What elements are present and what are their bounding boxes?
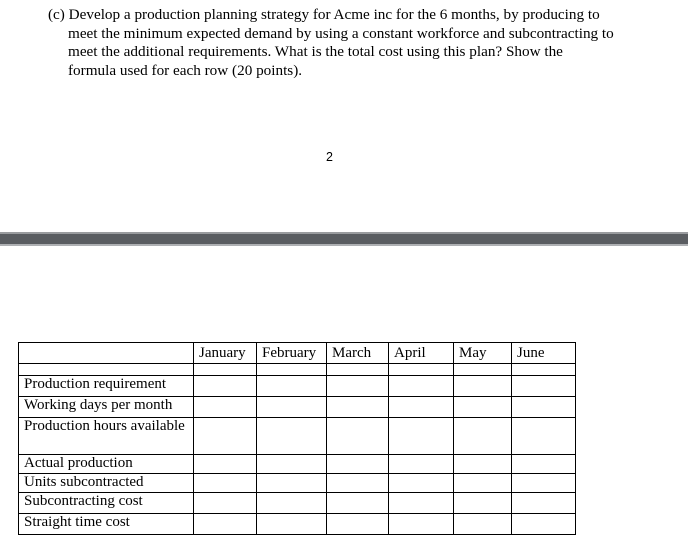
table-cell[interactable] xyxy=(327,514,389,535)
table-cell xyxy=(19,364,194,376)
table-cell[interactable] xyxy=(257,376,327,397)
question-marker: (c) xyxy=(48,6,65,23)
table-cell[interactable] xyxy=(512,514,576,535)
table-cell[interactable] xyxy=(327,397,389,418)
table-cell[interactable] xyxy=(512,474,576,493)
table-cell[interactable] xyxy=(389,455,454,474)
question-line-1 xyxy=(48,6,668,25)
table-cell[interactable] xyxy=(454,376,512,397)
table-cell[interactable] xyxy=(389,514,454,535)
table-cell[interactable] xyxy=(389,493,454,514)
table-cell[interactable] xyxy=(194,493,257,514)
table-cell[interactable] xyxy=(454,493,512,514)
header-empty-cell xyxy=(19,343,194,364)
table-cell[interactable] xyxy=(512,376,576,397)
header-month-may: May xyxy=(454,343,512,364)
table-cell[interactable] xyxy=(257,418,327,455)
table-cell[interactable] xyxy=(257,397,327,418)
table-cell xyxy=(257,364,327,376)
table-cell[interactable] xyxy=(389,376,454,397)
table-cell[interactable] xyxy=(257,493,327,514)
row-label-actual-production: Actual production xyxy=(19,455,194,474)
header-month-january: January xyxy=(194,343,257,364)
table-cell[interactable] xyxy=(389,397,454,418)
table-cell[interactable] xyxy=(257,455,327,474)
table-header-row xyxy=(19,343,576,364)
page-break-divider xyxy=(0,232,688,246)
table-row xyxy=(19,418,576,455)
table-cell xyxy=(512,364,576,376)
table-cell xyxy=(454,364,512,376)
question-line-4: formula used for each row (20 points). xyxy=(68,61,303,79)
table-cell[interactable] xyxy=(194,418,257,455)
table-cell[interactable] xyxy=(327,455,389,474)
table-cell[interactable] xyxy=(512,418,576,455)
row-label-production-requirement: Production requirement xyxy=(19,376,194,397)
table-cell[interactable] xyxy=(194,474,257,493)
table-cell[interactable] xyxy=(194,376,257,397)
table-row xyxy=(19,376,576,397)
question-line-1-text: Develop a production planning strategy for Acme inc for the 6 months, by producing to xyxy=(68,6,600,23)
table-cell[interactable] xyxy=(389,474,454,493)
table-cell[interactable] xyxy=(454,514,512,535)
table-row xyxy=(19,397,576,418)
production-plan-table xyxy=(18,342,576,535)
table-cell xyxy=(327,364,389,376)
table-cell[interactable] xyxy=(389,418,454,455)
table-cell[interactable] xyxy=(257,474,327,493)
table-cell xyxy=(389,364,454,376)
table-row xyxy=(19,455,576,474)
table-row xyxy=(19,514,576,535)
row-label-straight-time-cost: Straight time cost xyxy=(19,514,194,535)
row-label-working-days: Working days per month xyxy=(19,397,194,418)
table-row xyxy=(19,474,576,493)
table-cell[interactable] xyxy=(454,418,512,455)
table-cell[interactable] xyxy=(327,418,389,455)
table-cell[interactable] xyxy=(327,474,389,493)
table-cell[interactable] xyxy=(454,455,512,474)
table-cell[interactable] xyxy=(194,397,257,418)
table-cell[interactable] xyxy=(194,514,257,535)
table-cell[interactable] xyxy=(327,376,389,397)
question-line-3: meet the additional requirements. What is the total cost using this plan? Show the xyxy=(68,43,563,60)
table-cell[interactable] xyxy=(194,455,257,474)
header-month-february: February xyxy=(257,343,327,364)
table-cell[interactable] xyxy=(327,493,389,514)
table-cell[interactable] xyxy=(512,455,576,474)
table-cell[interactable] xyxy=(454,397,512,418)
row-label-subcontracting-cost: Subcontracting cost xyxy=(19,493,194,514)
table-cell[interactable] xyxy=(512,493,576,514)
table-cell[interactable] xyxy=(512,397,576,418)
question-line-2: meet the minimum expected demand by using a constant workforce and subcontracting to xyxy=(68,24,614,42)
question-text xyxy=(48,6,668,80)
header-month-march: March xyxy=(327,343,389,364)
header-month-june: June xyxy=(512,343,576,364)
row-label-units-subcontracted: Units subcontracted xyxy=(19,474,194,493)
table-row xyxy=(19,493,576,514)
page-number: 2 xyxy=(326,150,333,164)
table-cell xyxy=(194,364,257,376)
table-cell[interactable] xyxy=(454,474,512,493)
header-month-april: April xyxy=(389,343,454,364)
table-row xyxy=(19,364,576,376)
row-label-production-hours: Production hours available xyxy=(19,418,194,455)
table-cell[interactable] xyxy=(257,514,327,535)
